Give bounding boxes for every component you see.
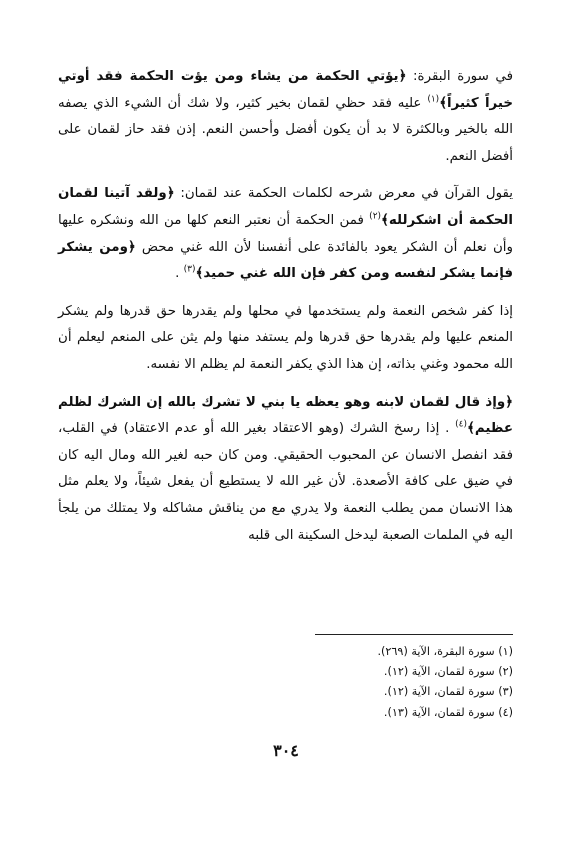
paragraph-1	[58, 64, 513, 170]
footnote-item: (٣) سورة لقمان، الآية (١٢).	[383, 685, 513, 699]
p1-text-b: عليه فقد حظي لقمان بخير كثير، ولا شك أن الشيء الذي يصفه الله بالخير وبالكثرة لا بد أن يكون أفضل وأحسن النعم. إذن فقد حاز لقمان على أفضل النعم.	[58, 95, 513, 164]
paragraph-2	[58, 181, 513, 287]
footnotes	[58, 642, 513, 723]
body-text	[58, 64, 513, 560]
footnote-item: (٢) سورة لقمان، الآية (١٢).	[383, 665, 513, 679]
footnote-ref-4: (٤)	[455, 419, 467, 430]
p4-text-b: . إذا رسخ الشرك (وهو الاعتقاد بغير الله أو عدم الاعتقاد) في القلب، فقد انفصل الانسان عن المحبوب الحقيقي. ومن كان حبه لغير الله ومال اليه كان في ضيق على كافة الأصعدة. لأن غير الله لا يستطيع أن يفعل شيئاً، ولا يعلم مثل هذا الانسان ممن يطلب النعمة ولا يدري مع من يناقش مشاكله ولا يمتلك من يلجأ اليه في الملمات الصعبة ليدخل السكينة الى قلبه	[58, 421, 513, 543]
quran-verse-3: ﴿ومن يشكر فإنما يشكر لنفسه ومن كفر فإن الله غني حميد﴾	[58, 239, 513, 282]
p2-text-c: .	[175, 266, 184, 282]
quran-verse-4: ﴿وإذ قال لقمان لابنه وهو يعظه يا بني لا تشرك بالله إن الشرك لظلم عظيم﴾	[58, 394, 513, 437]
quran-verse-2: ﴿ولقد آتينا لقمان الحكمة أن اشكرلله﴾	[58, 186, 513, 228]
paragraph-4	[58, 390, 513, 550]
footnote-ref-2: (٢)	[369, 211, 382, 222]
footnote-item: (٤) سورة لقمان، الآية (١٣).	[383, 705, 513, 719]
p2-text-a: يقول القرآن في معرض شرحه لكلمات الحكمة عند لقمان:	[174, 186, 513, 202]
paragraph-3: إذا كفر شخص النعمة ولم يستخدمها في محلها ولم يقدرها حق قدرها ولم يشكر المنعم عليها ولم يقدرها حق قدرها ولم يستفد منها ولم يثن على المنعم ليعلم أن الله محمود وغني بذاته، إن هذا الذي يكفر النعمة لم يظلم الا نفسه.	[58, 303, 513, 372]
footnote-divider	[315, 634, 513, 635]
p2-text-b: فمن الحكمة أن نعتبر النعم كلها من الله ونشكره عليها وأن نعلم أن الشكر يعود بالفائدة على أنفسنا لأن الله غني محض	[58, 212, 513, 255]
footnote-ref-1: (١)	[427, 94, 440, 105]
p1-text-a: في سورة البقرة:	[406, 69, 513, 84]
page-number: ٣٠٤	[273, 741, 299, 760]
footnote-item: (١) سورة البقرة، الآية (٢٦٩).	[377, 645, 513, 658]
footnote-ref-3: (٣)	[183, 264, 196, 275]
quran-verse-1: ﴿يؤتي الحكمة من يشاء ومن يؤت الحكمة فقد أوتي خيراً كثيراً﴾	[58, 69, 513, 111]
